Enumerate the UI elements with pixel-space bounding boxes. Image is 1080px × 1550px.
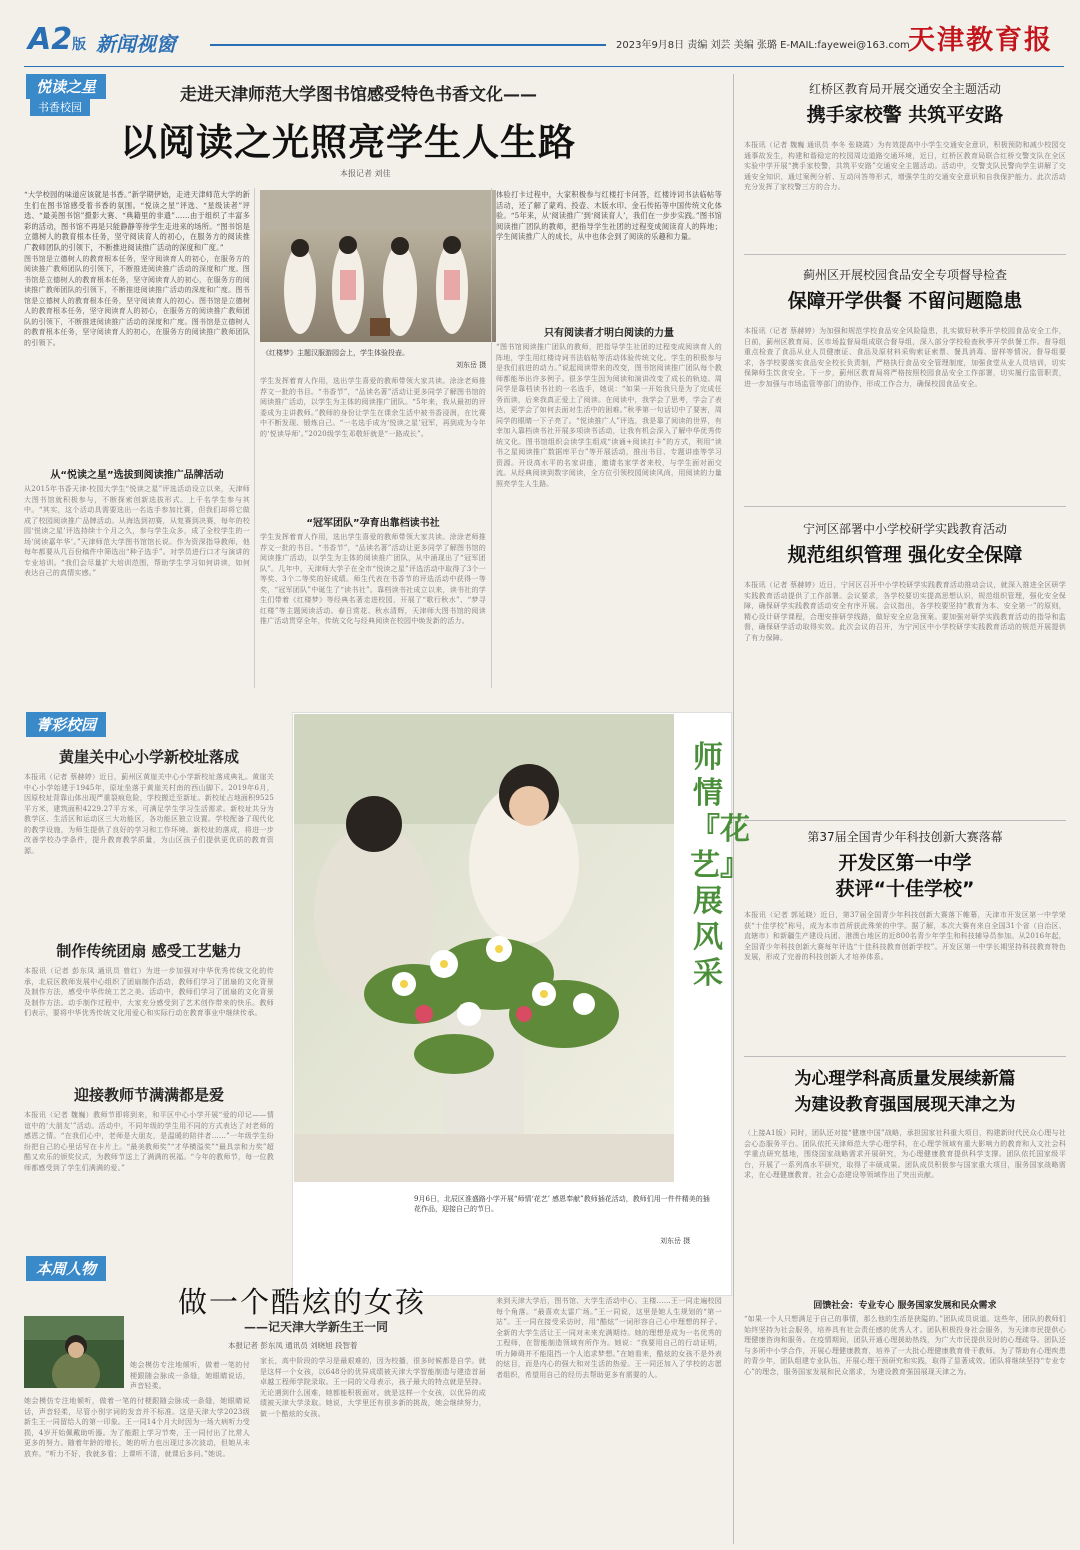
r1-headline: 携手家校警 共筑平安路 [806,104,1004,126]
r4-article: 本报讯（记者 郭延晓）近日，第37届全国青少年科技创新大赛落下帷幕，天津市开发区第一中学荣获“十佳学校”称号，成为本市首所获此殊荣的中学。据了解，本次大赛有来自全国31个省（自治区、直辖市）和新疆生产建设兵团、港澳台地区的近800名青少年学生和科技辅导员参加。从2016年起，全国青少年科技创新大赛每年评选“十佳科技教育创新学校”。开发区第一中学长期坚持科技教育特色发展，形成了完善的科技创新人才培养体系。 [744,911,1066,961]
lead-headline: 以阅读之光照亮学生人生路 [120,121,576,164]
r2-kicker: 蓟州区开展校园食品安全专项督导检查 [802,268,1007,282]
masthead [0,0,1080,64]
profile-column-1: 她会模仿专注地倾听，做着一笔的付梗跟随会脉成一条缝，她眼睛说话，声音轻柔，尽管小别字词的发音并不标准。这是天津大学2023级新生王一同留给人的第一印象。王一同14个月大时因为一场大病听力受损，4岁开始佩戴助听器。为了能跟上学习节奏，王一同付出了比常人更多的努力。随着年龄的增长，她的听力也出现过多次波动，但她从未放弃。“听力不好，我就多看；上课听不清，就课后多问。”她说。 [24,1397,250,1458]
r4-headline-line-2: 获评“十佳学校” [835,878,975,900]
profile-photo [24,1316,124,1388]
lead-column-2-lower: 学生发挥着育人作用，选出学生喜爱的教师带领大家共读。涂涂老师推荐文一批的书目。“书香节”，“品读名著”活动让更多同学了解图书馆的阅读推广活动，以学生为主体的阅读推广团队，从中涌现出了“冠军团队”。几年中，天津师大学子在全市“悦读之星”评选活动中取得了3个一等奖、3个二等奖的好成绩。师生代表在书香节的评选活动中获得一等奖，“冠军团队”中诞生了“读书社”。靠档读书社成立以来，读书社的学生们带着《红楼梦》等经典名著走进校园，开展了“歌行秋水”、“梦寻红楼”等主题阅读活动。春日赏花、秋水清辉，天津师大图书馆的阅读推广活动贯穿全年，传统文化与经典阅读在校园中焕发新的活力。 [260,533,486,625]
column-divider [491,188,492,688]
lead-photo-credit: 刘东岳 摄 [456,361,487,369]
lead-column-2: 学生发挥着育人作用，选出学生喜爱的教师带领大家共读。涂涂老师推荐文一批的书目。“书香节”，“品读名著”活动让更多同学了解图书馆的阅读推广活动，以学生为主体的阅读推广团队。“5年来，我从最初的评委成为主讲教师。”教师的身份让学生在课余生活中被书香浸润，在比赛中不断发现、锻炼自己。“一名选手成为‘悦读之星’冠军，再到成为今年的‘悦读导师’。”2020级学生邓敬轩就是“一路成长”。 [260,377,486,438]
column-tag-reading-star: 悦读之星 [26,74,106,99]
r4-headline-line-1: 开发区第一中学 [838,852,972,874]
school-headline-2: 制作传统团扇 感受工艺魅力 [56,942,242,960]
r3-headline: 规范组织管理 强化安全保障 [787,544,1023,566]
lead-subhead-1: 从“悦读之星”选拔到阅读推广品牌活动 [50,470,224,481]
section-name: 新闻视窗 [96,32,176,56]
lead-column-3: 体验打卡过程中，大家积极参与红楼打卡问答，红楼诗词书法临帖等活动，还了解了蒙鸡、投壶、木版水印、金石传拓等中国传统文化体验。“5年来，从‘阅读推广’到‘阅读育人’，我们在一步步实践。”图书馆阅读推广团队的教师，把指导学生社团的过程变成阅读育人的阵地；学生阅读推广人的成长，从中也体会到了阅读的乐趣和力量。 [496,190,722,242]
column-tag-person: 本周人物 [26,1256,106,1281]
profile-subtitle: ——记天津大学新生王一同 [244,1320,389,1334]
right-divider [744,254,1066,255]
r3-kicker: 宁河区部署中小学校研学实践教育活动 [802,522,1007,536]
r5-headline-line-2: 为建设教育强国展现天津之为 [794,1095,1016,1115]
profile-byline: 本报记者 彭东凤 通讯员 刘晓旭 段智着 [228,1341,358,1350]
r5-headline-line-1: 为心理学科高质量发展续新篇 [794,1069,1016,1089]
lead-photo [260,190,496,342]
right-divider [744,1056,1066,1057]
lead-column-1: “大学校园的味道应该就是书香。”新学期伊始，走进天津师范大学的新生们在图书馆感受着书香的氛围。“悦读之星”评选、“星级读者”评选、“最美图书馆”摄影大赛、“典籍里的非遗”……由于组织了丰富多彩的活动，图书馆不再是只能静静等待学生走进来的场所。“图书馆是立德树人的教育根本任务，坚守阅读育人的初心，在服务方的阅读推广教师团队的引领下，不断推进阅读推广活动的深度和广度。” 图书馆是立德树人的教育根本任务，坚守阅读育人的初心，在服务方的阅读推广教师团队的引领下，不断推进阅读推广活动的深度和广度。图书馆是立德树人的教育根本任务，坚守阅读育人的初心，在服务方的阅读推广教师团队的引领下，不断推进阅读推广活动的深度和广度。图书馆是立德树人的教育根本任务，坚守阅读育人的初心。图书馆是立德树人的教育根本任务，坚守阅读育人的初心，在服务方的阅读推广教师团队的引领下，不断推进阅读推广活动的深度和广度。图书馆是立德树人的教育根本任务，坚守阅读育人的初心，在服务方的阅读推广教师团队的引领下。 [24,190,250,347]
column-divider [254,188,255,688]
masthead-divider [24,66,1064,67]
column-tag-campus: 菁彩校园 [26,712,106,737]
r5-article: （上接A1版）同时，团队还对接“健康中国”战略，承担国家社科重大项目，构建新时代民众心理与社会心态服务平台。团队依托天津师范大学心理学科，在心理学领域有重大影响力的教育和人文社会科学重点研究基地，围绕国家战略需求开展研究，为心理健康教育提供科学支撑。团队依托国家级平台，开展了一系列高水平研究，取得了丰硕成果。团队成员积极参与国家重大项目，服务国家战略需求，在心理健康教育、社会心态建设等领域作出了突出贡献。 [744,1129,1066,1179]
lead-photo-caption: 《红楼梦》主题汉服游园会上，学生体验投壶。 [262,349,409,357]
r2-headline: 保障开学供餐 不留问题隐患 [787,290,1023,312]
right-divider [744,820,1066,821]
profile-column-1-top: 她会模仿专注地倾听，做着一笔的付梗跟随会脉成一条缝，她眼睛说话，声音轻柔。 [130,1361,250,1390]
feature-credit: 刘东岳 摄 [660,1237,691,1245]
date-editor-line: 2023年9月8日 责编 刘芸 美编 张璐 E-MAIL:fayewei@163.com [616,40,910,51]
lead-byline: 本报记者 刘佳 [340,169,391,178]
feature-photo [294,714,674,1182]
school-article-3: 本报讯（记者 魏巍）教师节即将到来，和平区中心小学开展“爱的印记——情谊中的‘大朋友’”活动。活动中，不同年级的学生用不同的方式表达了对老师的感恩之情。“在我们心中，老师是大朋友，是温暖的陪伴者……”一年级学生纷纷把自己的心里话写在卡片上。“最美教师奖”“才华横溢奖”“最具亲和力奖”超酷又欢乐的颁奖仪式，为教师节送上了满满的祝福。“今年的教师节，每一位教师都感受到了学生们满满的爱。” [24,1111,274,1172]
header-rule [210,44,606,46]
profile-headline: 做一个酷炫的女孩 [178,1285,427,1319]
school-headline-1: 黄崖关中心小学新校址落成 [58,748,239,766]
school-article-1: 本报讯（记者 蔡赫婷）近日，蓟州区黄崖关中心小学新校址落成典礼。黄崖关中心小学始建于1945年，原址坐落于黄崖关村南的西山脚下。2019年6月，因原校址背靠山体出现严重裂痕危险，学校搬迁至新址。新校址占地面积9525平方米，建筑面积4229.27平方米，可满足学生学习生活需求。新校址共分为教学区、生活区和运动区三大功能区，各功能区独立设置。学校配备了现代化的教学设施，为师生提供了良好的学习和工作环境。新校址的落成，将进一步改善学校办学条件，提升教育教学质量，为山区孩子们提供更优质的教育资源。 [24,773,274,855]
lead-kicker: 走进天津师范大学图书馆感受特色书香文化—— [180,85,537,105]
page-number: A2版 [28,22,87,57]
lead-subhead-3: 只有阅读者才明白阅读的力量 [544,328,674,339]
r1-kicker: 红桥区教育局开展交通安全主题活动 [808,82,1001,96]
r5-subhead: 回馈社会：专业专心 服务国家发展和民众需求 [813,1301,997,1311]
profile-column-3: 来到天津大学后，图书馆、大学生活动中心、主楼……王一同走遍校园每个角落。“最喜欢太雷广场。”王一同说，这里是她人生规划的“第一站”。王一同在接受采访时，用“酷炫”一词形容自己心中理想的样子。全新的大学生活让王一同对未来充满期待。她的理想是成为一名优秀的工程师，在智能制造领域有所作为。她说：“我要用自己的行动证明，听力障碍并不能阻挡一个人追求梦想。”在她看来，酷炫的女孩不是外表的炫目，而是内心的强大和对生活的热爱。王一同还加入了学校的志愿者组织，希望用自己的经历去帮助更多有需要的人。 [496,1297,722,1379]
newspaper-logo: 天津教育报 [908,25,1053,56]
school-headline-3: 迎接教师节满满都是爱 [73,1086,224,1104]
r5-article-2: “如果一个人只想满足于自己的事情，那么他的生活是狭隘的。”团队成员说道。这些年，团队的教师们始终坚持为社会服务，培养具有社会责任感的优秀人才。团队积极投身社会服务，为天津市民提供心理健康咨询和服务。在疫情期间，团队开通心理援助热线，为广大市民提供及时的心理疏导。团队还与多所中小学合作，开展心理健康教育，培养了一大批心理健康教育骨干教师。为了帮助有心理疾患的青少年，团队组建专业队伍，开展心理干预研究和实践，取得了显著成效。团队将继续坚持“专业专心”的理念，服务国家发展和民众需求，为建设教育强国展现天津之为。 [744,1315,1066,1376]
right-divider [744,506,1066,507]
lead-column-3-lower: “图书馆阅读推广团队的教师，把指导学生社团的过程变成阅读育人的阵地，学生用红楼诗词书法临帖等活动体验传统文化。学生的积极参与是我们前进的动力。”说起阅读带来的改变，图书馆阅读推广团队每个教师都能举出许多例子。很多学生因为阅读和演讲改变了成长的轨迹。周同学是靠档读书社的一名选手，她说：“如果一开始我只是为了完成任务而读，后来我真正爱上了阅读。在阅读中，我学会了思考，学会了表达，更学会了如何去面对生活中的困难。”秋季第一句话切中了要害，周同学的眼睛一下子亮了。“悦读推广人”评选，我是靠了阅读的世界，有幸加入靠档读书社开展多项读书活动，让我有机会深入了解中华优秀传统文化。图书馆组织会读学生组成“读诵+阅读打卡”的方式，利用“读书之星阅读推广数据库平台”等开展活动，推出书目、专题讲座等学习资源。开设高水平的名家讲座，邀请名家学者来校，与学生面对面交流。从经典阅读到数字阅读，全方位引领校园阅读风尚，用阅读的力量照亮学生人生路。 [496,343,722,488]
school-article-2: 本报讯（记者 彭东凤 通讯员 曾红）为进一步加强对中华优秀传统文化的传承，北辰区教师发展中心组织了团扇制作活动，教师们学习了团扇的文化背景及制作方法，感受中华传统工艺之美。活动中，教师们学习了团扇的文化背景及制作方法。动手制作过程中，大家充分感受到了艺术创作带来的快乐。教师们表示，要将中华优秀传统文化用爱心和实际行动在教育事业中继续传承。 [24,967,274,1017]
column-sub-tag: 书香校园 [30,98,90,116]
feature-vertical-title: 师情『花艺』展风采 [690,740,750,991]
feature-caption: 9月6日，北辰区淮盛路小学开展“师情‘花艺’ 感恩奉献”教师插花活动，教师们用一件件精美的插花作品，迎接自己的节日。 [414,1195,710,1213]
r3-article: 本报讯（记者 蔡赫婷）近日，宁河区召开中小学校研学实践教育活动推动会议，就深入推进全区研学实践教育活动提供了工作部署。会议要求，各学校要切实提高思想认识，规范组织管理，强化安全保障，确保研学实践教育活动安全有序开展。会议指出，各学校要坚持“教育为本、安全第一”的原则，精心设计研学课程，合理安排研学线路，做好安全应急预案。要加强对研学实践教育活动的指导和监督，确保研学活动取得实效。此次会议的召开，为宁河区中小学校研学实践教育活动的规范开展提供了有力保障。 [744,581,1066,642]
lead-column-1-lower: 从2015年书香天津·校园大学生“悦读之星”评选活动设立以来，天津师大图书馆就积极参与，不断探索创新选拔形式。上千名学生参与其中。“其实，这个活动具需要选出一名选手参加比赛，但我们却将它做成了校园阅读推广品牌活动。从海选到初赛，从复赛到决赛，每年的校园‘悦读之星’评选持续十个月之久，参与学生众多，成了全校学生的一场‘阅读嘉年华’。”天津师范大学图书馆馆长说。作为资深指导教师，他每年都要从几百份稿件中筛选出“种子选手”。对学员进行口才与演讲的专业培训。“我们会尽量扩大培训范围，帮助学生学习如何讲读，如何表达自己的真情实感。” [24,485,250,577]
profile-column-2: 家长，高中阶段的学习是最艰难的，因为校播，很多时候都是自学。就是这样一个女孩，以648分的优异成绩被天津大学智能制造与建造首届卓越工程师学院录取。王一同的父母表示，孩子最大的特点就是坚持。无论遇到什么困难，她都能积极面对。就是这样一个女孩，以优异的成绩被天津大学录取。她说，大学里还有很多新的挑战，她会继续努力，做一个酷炫的女孩。 [260,1357,486,1418]
r2-article: 本报讯（记者 蔡赫婷）为加强和规范学校食品安全风险隐患，扎实做好秋季开学校园食品安全工作，日前，蓟州区教育局、区市场监督局组成联合督导组，深入部分学校检查秋季开学供餐工作。督导组重点检查了食品从业人员健康证、食品及原材料采购索证索票、餐具消毒、留样等情况。督导组要求，各学校要落实食品安全校长负责制，严格执行食品安全管理制度，加强食堂从业人员培训，切实保障师生饮食安全。下一步，蓟州区教育局将严格按照校园食品安全工作部署，切实履行监管职责，进一步加强与市场监管等部门的协作，形成工作合力，确保校园食品安全。 [744,327,1066,388]
right-column-divider [733,74,734,1544]
r4-kicker: 第37届全国青少年科技创新大赛落幕 [807,830,1003,844]
lead-subhead-2: “冠军团队”孕育出靠档读书社 [306,518,440,529]
r1-article: 本报讯（记者 魏巍 通讯员 李冬 张晓霞）为有效提高中小学生交通安全意识，积极预防和减少校园交通事故发生，构建和谐稳定的校园周边道路交通环境，近日，红桥区教育局联合红桥交警支队在全区实验中学开展“携手家校警，共筑平安路”交通安全主题活动。活动中，交警支队民警向学生讲解了交通安全知识，通过案例分析、互动问答等形式，增强学生的交通安全意识和自我保护能力。此次活动充分发挥了家校警三方的合力。 [744,141,1066,191]
